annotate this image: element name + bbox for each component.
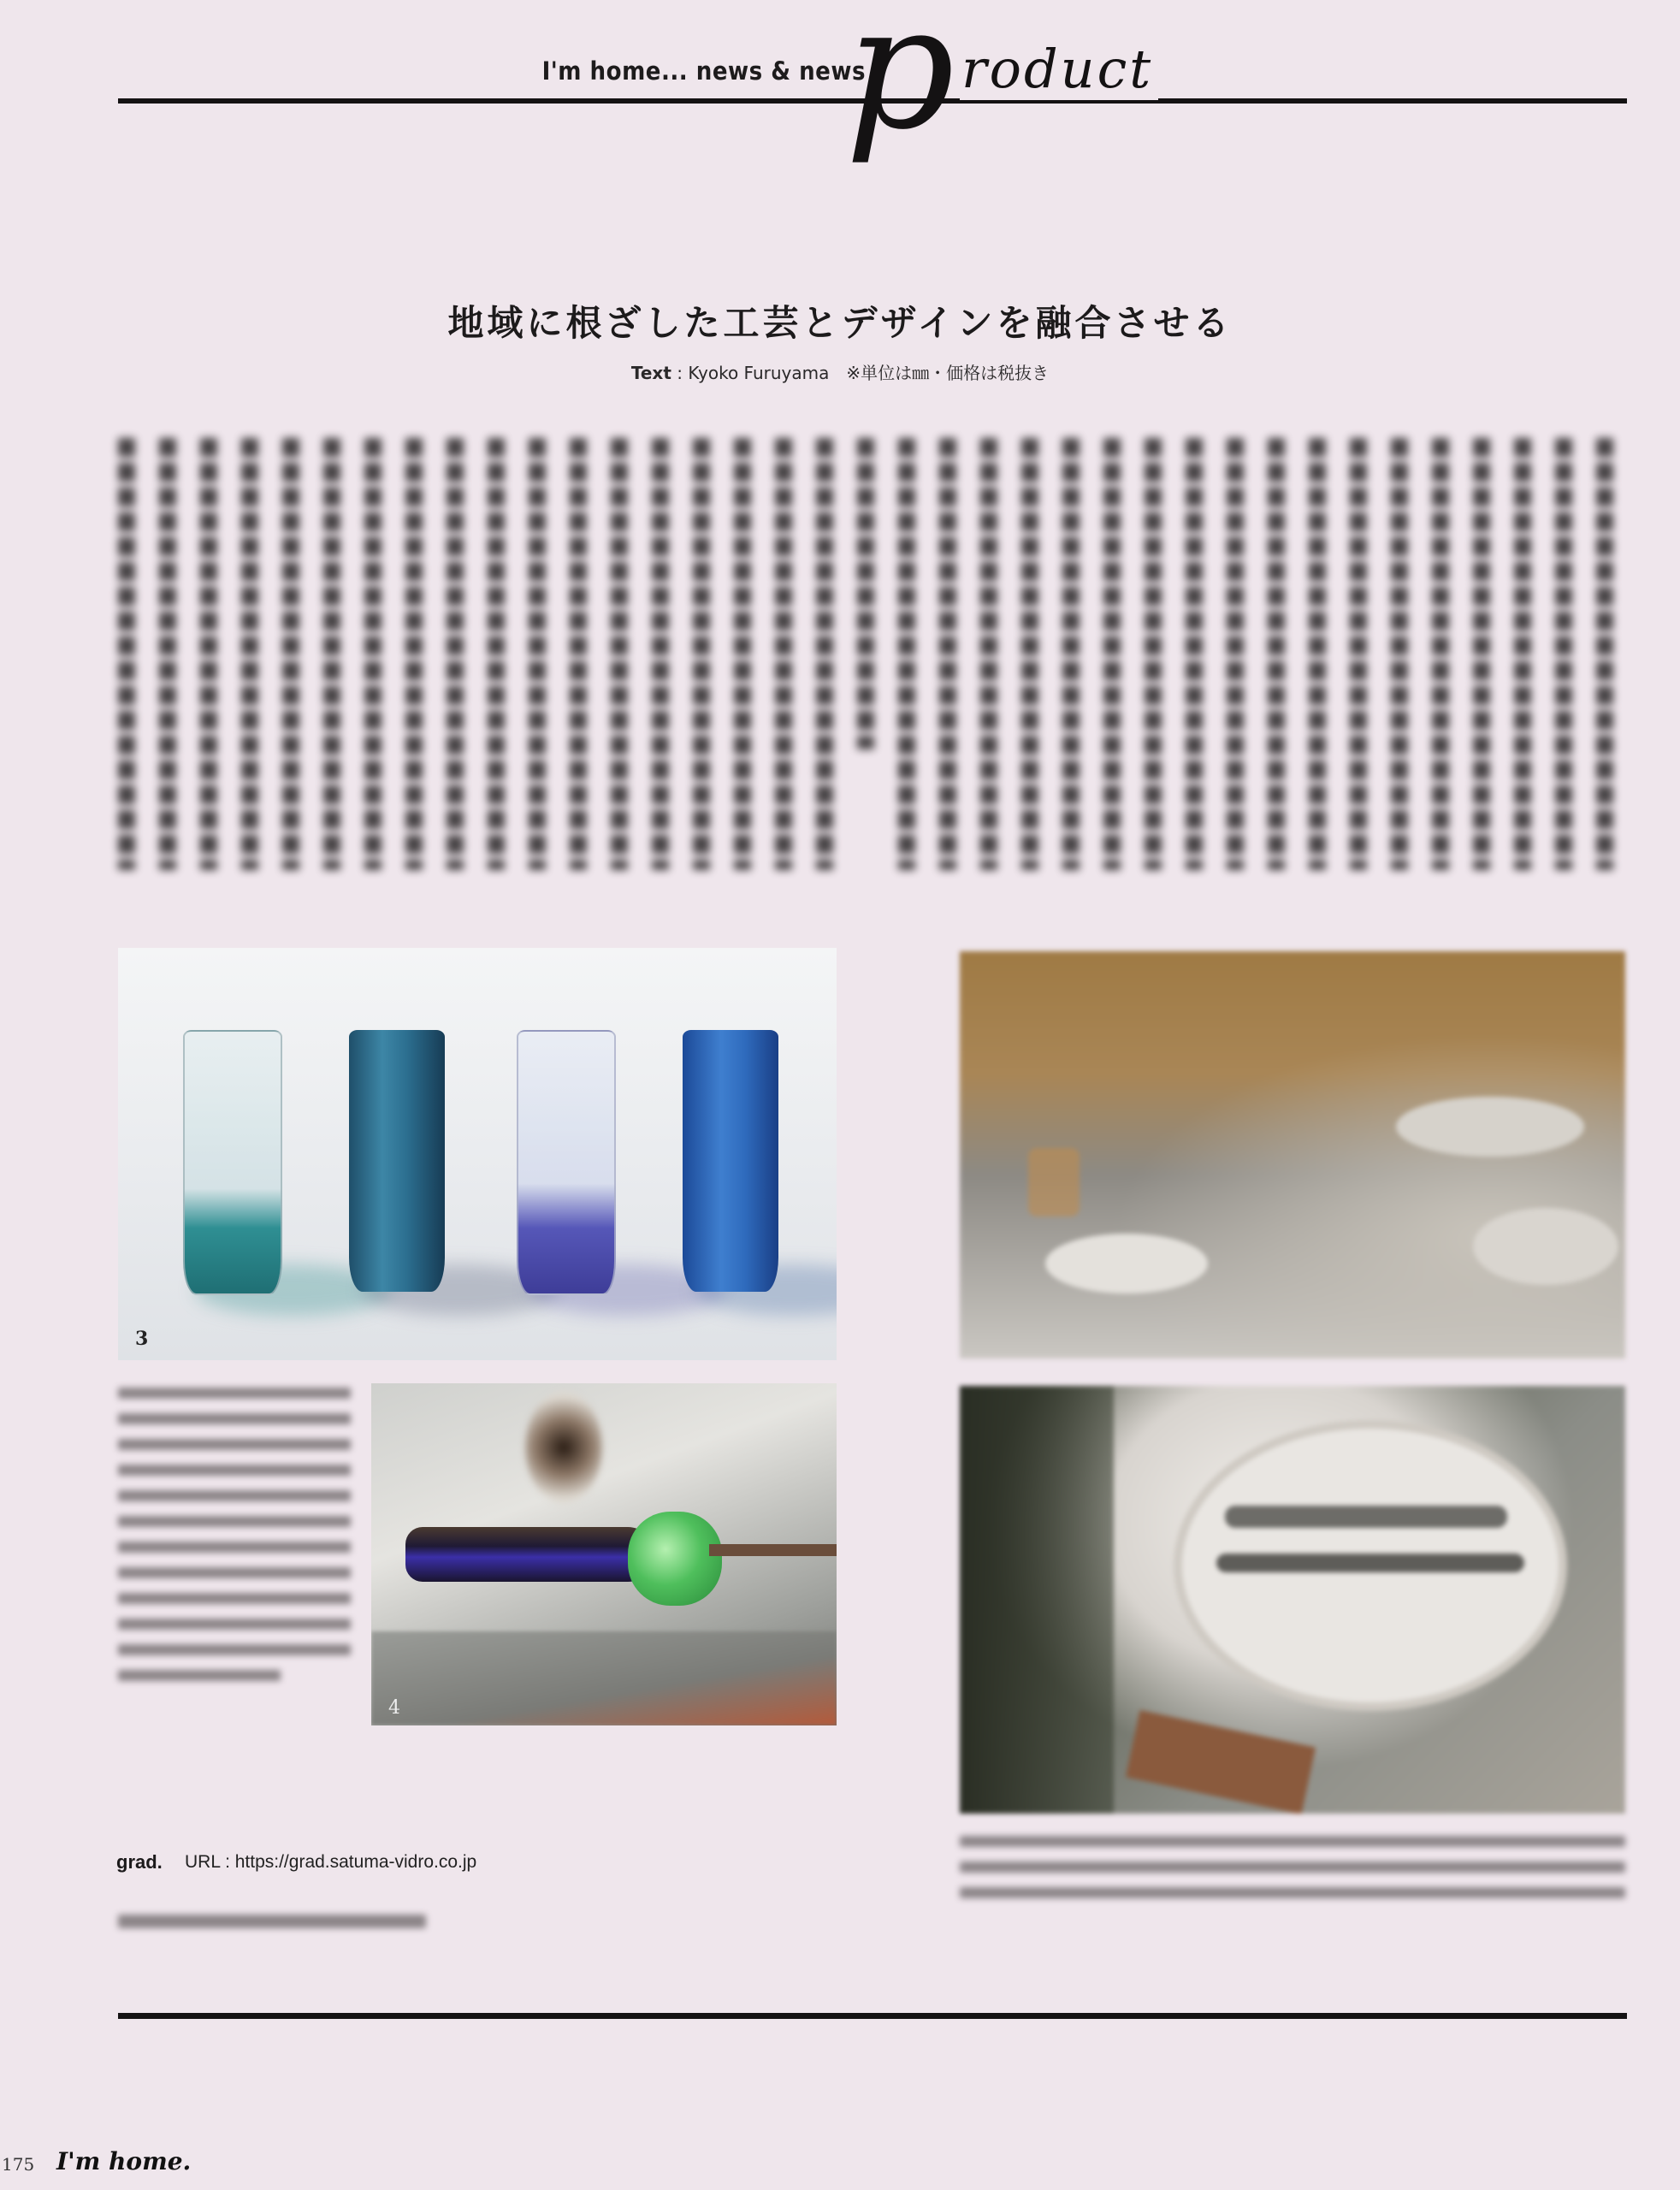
article-body-blurred: [118, 438, 1627, 870]
caption-left-blurred: [118, 1388, 351, 1696]
credit-value: : Kyoko Furuyama ※単位は㎜・価格は税抜き: [671, 363, 1050, 383]
shop-name: grad.: [116, 1851, 163, 1873]
photo-glassblowing: [371, 1383, 837, 1725]
shop-info-blurred: [118, 1915, 426, 1943]
section-title-initial: p: [845, 0, 955, 168]
glass-blue-bright: [683, 1030, 778, 1292]
photo-glasses: [118, 948, 837, 1360]
photo-number-3: 3: [135, 1328, 149, 1350]
glass-blue-dark: [349, 1030, 445, 1292]
article-headline: 地域に根ざした工芸とデザインを融合させる: [447, 302, 1233, 344]
page-number: 175: [2, 2154, 35, 2175]
caption-right-blurred: [960, 1836, 1625, 1913]
section-title: roduct: [960, 38, 1158, 100]
photo-plates-blurred: [960, 1386, 1625, 1814]
shop-url[interactable]: URL : https://grad.satuma-vidro.co.jp: [185, 1852, 477, 1872]
credit-label: Text: [630, 363, 671, 383]
photo-tableware-blurred: [960, 951, 1625, 1358]
section-tag: I'm home... news & news: [541, 56, 866, 86]
article-credit: [0, 359, 1680, 384]
magazine-logo: I'm home.: [56, 2147, 192, 2175]
photo-number-4: 4: [388, 1697, 400, 1719]
glass-clear-purple: [517, 1030, 616, 1295]
bottom-rule: [118, 2013, 1627, 2019]
glass-clear-teal: [183, 1030, 282, 1295]
